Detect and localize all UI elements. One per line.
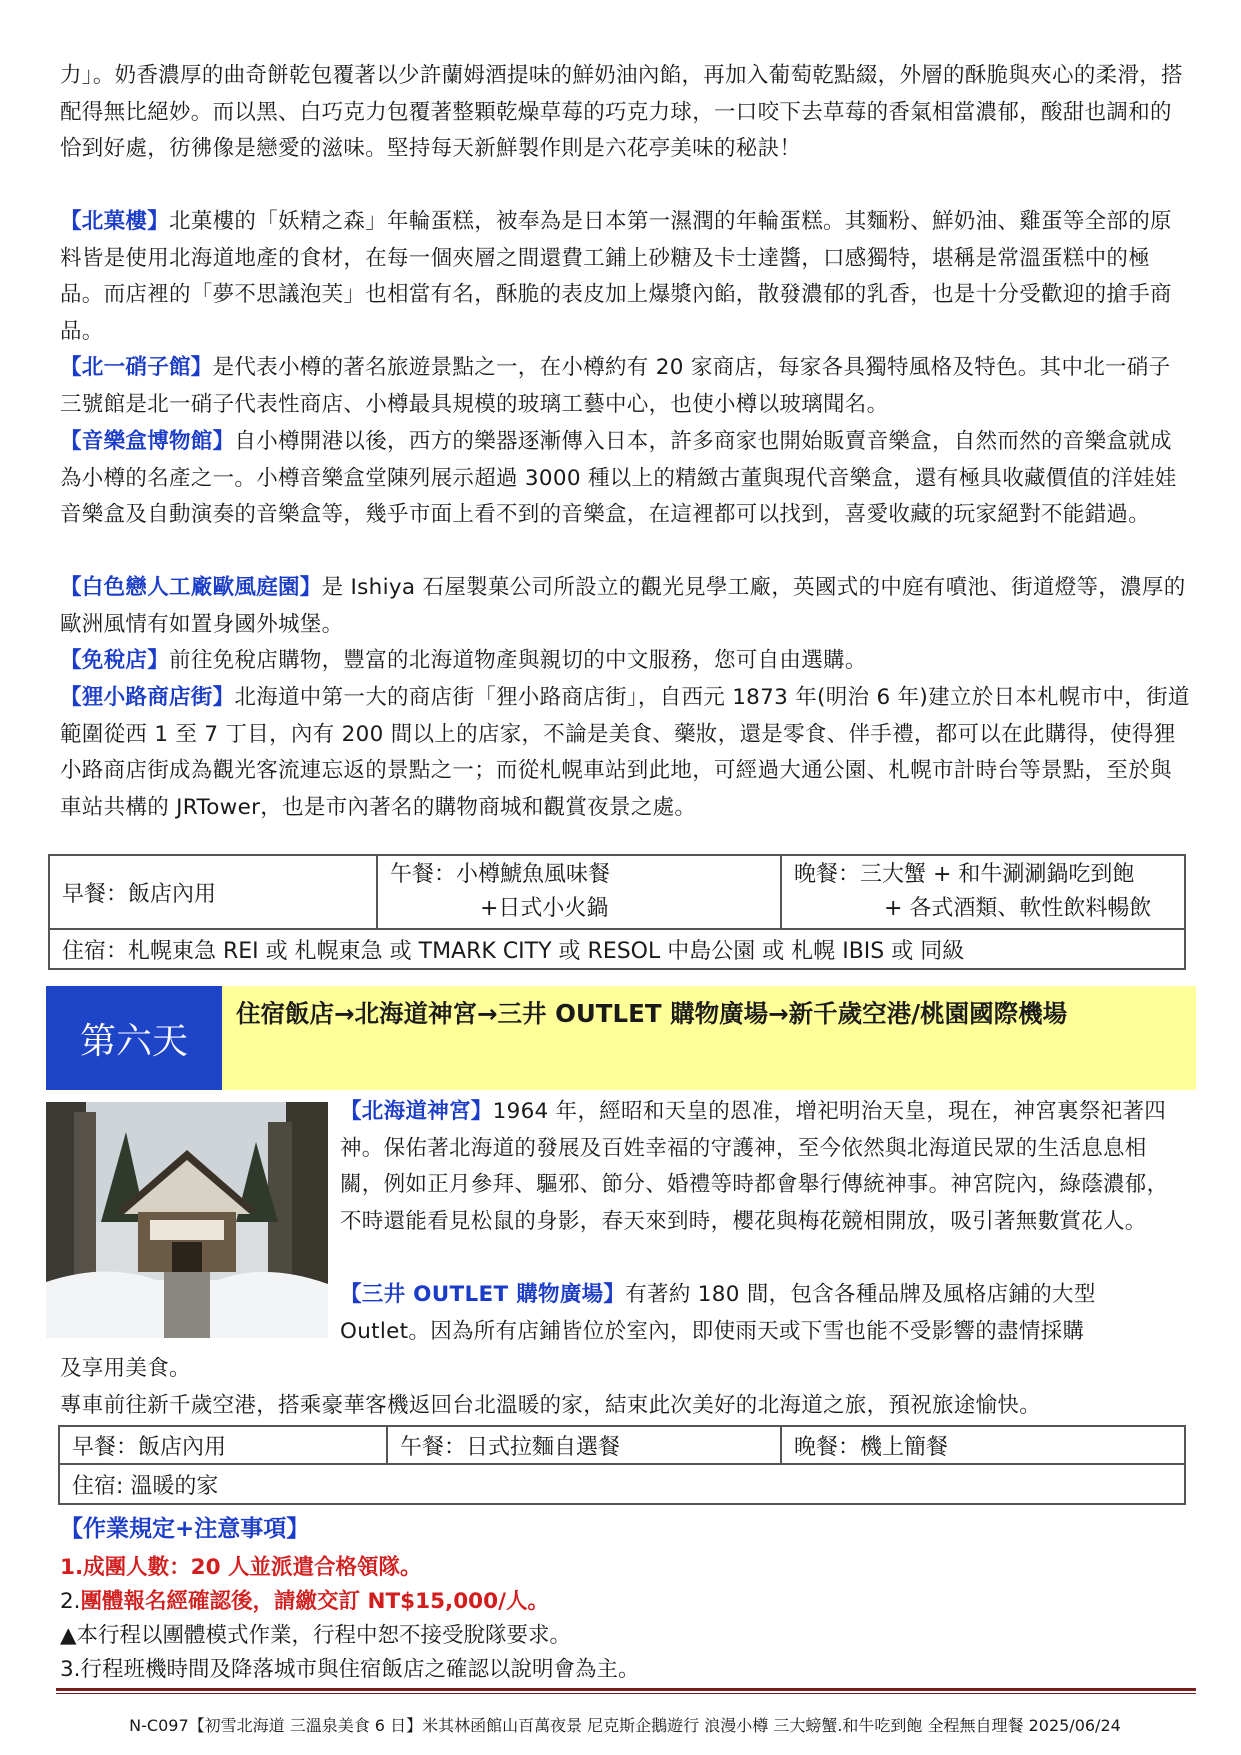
day5-lunch-line2: +日式小火鍋: [480, 896, 609, 921]
tanukikoji-text: 北海道中第一大的商店街「狸小路商店街」，自西元 1873 年(明治 6 年)建立於日本札幌市中，街道範圍從西 1 至 7 丁目，內有 200 間以上的店家，不論是美食、藥妝，還是零食、伴手禮，都可以在此購得，使得狸小路商店街成為觀光客流連忘返的景點之一；而從札幌車站到此地，可經過大通公園、札幌市計時台等景點，至於與車站共構的 JRTower，也是市內著名的購物商城和觀賞夜景之處。: [60, 685, 1190, 820]
outlet-paragraph: [340, 1277, 1190, 1350]
kitakaro-heading: 【北菓樓】: [60, 209, 170, 234]
shrine-paragraph: [340, 1094, 1190, 1240]
outlet-heading: 【三井 OUTLET 購物廣場】: [340, 1282, 626, 1307]
rule-group-size: 1.成團人數：20 人並派遣合格領隊。: [60, 1555, 422, 1580]
footer-divider-thin: [56, 1693, 1196, 1694]
day5-hotel: 住宿：札幌東急 REI 或 札幌東急 或 TMARK CITY 或 RESOL 中島公園 或 札幌 IBIS 或 同級: [49, 929, 1185, 969]
dutyfree-paragraph: [60, 643, 1190, 680]
shrine-heading: 【北海道神宮】: [340, 1099, 493, 1124]
dutyfree-text: 前往免稅店購物，豐富的北海道物產與親切的中文服務，您可自由選購。: [169, 648, 867, 673]
intro-paragraph: [60, 58, 1190, 168]
day5-meals-table: [48, 854, 1186, 970]
outlet-tail: 及享用美食。: [60, 1356, 191, 1381]
tanukikoji-heading: 【狸小路商店街】: [60, 685, 235, 710]
day6-meals-table: [58, 1425, 1186, 1505]
rule-group-mode: ▲本行程以團體模式作業，行程中恕不接受脫隊要求。: [60, 1623, 572, 1648]
closing-paragraph: 專車前往新千歲空港，搭乘豪華客機返回台北溫暖的家，結束此次美好的北海道之旅，預祝旅途愉快。: [60, 1393, 1042, 1418]
day5-dinner: [781, 855, 1185, 929]
rule-flight-confirm: 3.行程班機時間及降落城市與住宿飯店之確認以說明會為主。: [60, 1657, 640, 1682]
shiroi-paragraph: [60, 570, 1190, 643]
day5-dinner-line1: 晚餐：三大蟹 + 和牛涮涮鍋吃到飽: [794, 862, 1135, 887]
day5-dinner-line2: + 各式酒類、軟性飲料暢飲: [884, 896, 1152, 921]
page-footer: N-C097【初雪北海道 三溫泉美食 6 日】米其林函館山百萬夜景 尼克斯企鵝遊行 浪漫小樽 三大螃蟹.和牛吃到飽 全程無自理餐 2025/06/24: [129, 1716, 1121, 1735]
musicbox-paragraph: [60, 424, 1190, 534]
day6-label: 第六天: [46, 986, 222, 1090]
rule-deposit-number: 2.: [60, 1589, 81, 1614]
kitakaro-paragraph: [60, 204, 1190, 350]
rule-deposit: [60, 1584, 549, 1615]
dutyfree-heading: 【免稅店】: [60, 648, 170, 673]
musicbox-heading: 【音樂盒博物館】: [60, 429, 235, 454]
kitakaro-text: 北菓樓的「妖精之森」年輪蛋糕，被奉為是日本第一濕潤的年輪蛋糕。其麵粉、鮮奶油、雞蛋等全部的原料皆是使用北海道地產的食材，在每一個夾層之間還費工鋪上砂糖及卡士達醬，口感獨特，堪稱是常溫蛋糕中的極品。而店裡的「夢不思議泡芙」也相當有名，酥脆的表皮加上爆漿內餡，散發濃郁的乳香，也是十分受歡迎的搶手商品。: [60, 209, 1172, 344]
day6-lunch: 午餐：日式拉麵自選餐: [387, 1426, 781, 1464]
shiroi-heading: 【白色戀人工廠歐風庭園】: [60, 575, 322, 600]
day6-breakfast: 早餐：飯店內用: [59, 1426, 387, 1464]
day5-breakfast: 早餐：飯店內用: [49, 855, 377, 929]
outlet-text: 有著約 180 間，包含各種品牌及風格店鋪的大型 Outlet。因為所有店鋪皆位於室內，即使雨天或下雪也能不受影響的盡情採購: [340, 1282, 1096, 1344]
musicbox-text: 自小樽開港以後，西方的樂器逐漸傳入日本，許多商家也開始販賣音樂盒，自然而然的音樂盒就成為小樽的名產之一。小樽音樂盒堂陳列展示超過 3000 種以上的精緻古董與現代音樂盒，還有極具收藏價值的洋娃娃音樂盒及自動演奏的音樂盒等，幾乎市面上看不到的音樂盒，在這裡都可以找到，喜愛收藏的玩家絕對不能錯過。: [60, 429, 1177, 528]
rules-title: 【作業規定+注意事項】: [60, 1516, 310, 1542]
footer-divider: [56, 1688, 1196, 1691]
day5-lunch-line1: 午餐：小樽鯱魚風味餐: [390, 862, 611, 887]
glass-text: 是代表小樽的著名旅遊景點之一，在小樽約有 20 家商店，每家各具獨特風格及特色。其中北一硝子三號館是北一硝子代表性商店、小樽最具規模的玻璃工藝中心，也使小樽以玻璃聞名。: [60, 355, 1171, 417]
glass-heading: 【北一硝子館】: [60, 355, 213, 380]
hokkaido-shrine-photo: [46, 1102, 328, 1338]
day6-route-title: 住宿飯店→北海道神宮→三井 OUTLET 購物廣場→新千歲空港/桃園國際機場: [222, 986, 1196, 1090]
tanukikoji-paragraph: [60, 680, 1190, 826]
day6-dinner: 晚餐：機上簡餐: [781, 1426, 1185, 1464]
glass-paragraph: [60, 350, 1190, 423]
intro-text: 力」。奶香濃厚的曲奇餅乾包覆著以少許蘭姆酒提味的鮮奶油內餡，再加入葡萄乾點綴，外層的酥脆與夾心的柔滑，搭配得無比絕妙。而以黑、白巧克力包覆著整顆乾燥草莓的巧克力球，一口咬下去草莓的香氣相當濃郁，酸甜也調和的恰到好處，彷彿像是戀愛的滋味。堅持每天新鮮製作則是六花亭美味的秘訣！: [60, 63, 1183, 162]
day6-hotel: 住宿: 溫暖的家: [59, 1464, 1185, 1504]
shrine-text: 1964 年，經昭和天皇的恩准，增祀明治天皇，現在，神宮裏祭祀著四神。保佑著北海道的發展及百姓幸福的守護神，至今依然與北海道民眾的生活息息相關，例如正月參拜、驅邪、節分、婚禮等時都會舉行傳統神事。神宮院內，綠蔭濃郁，不時還能看見松鼠的身影，春天來到時，櫻花與梅花競相開放，吸引著無數賞花人。: [340, 1099, 1169, 1234]
rule-deposit-text: 團體報名經確認後，請繳交訂 NT$15,000/人。: [80, 1589, 549, 1614]
day6-banner: [46, 986, 1196, 1090]
shiroi-text: 是 Ishiya 石屋製菓公司所設立的觀光見學工廠，英國式的中庭有噴池、街道燈等，濃厚的歐洲風情有如置身國外城堡。: [60, 575, 1186, 637]
day5-lunch: [377, 855, 781, 929]
